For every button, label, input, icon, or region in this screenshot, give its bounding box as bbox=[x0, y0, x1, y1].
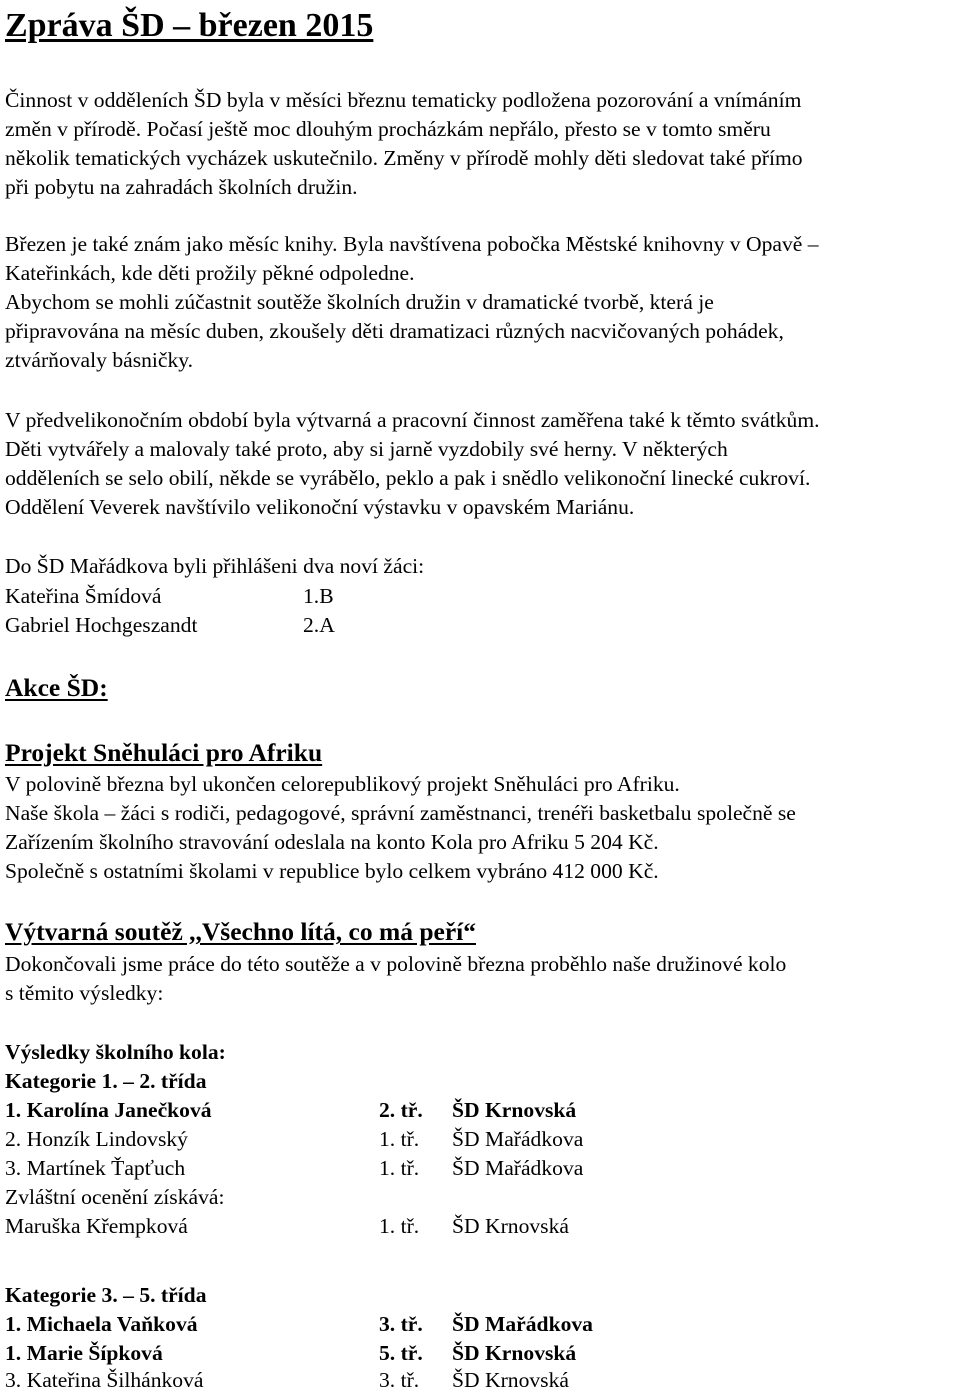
result-sd: ŠD Krnovská bbox=[452, 1098, 577, 1122]
paragraph-line: odděleních se selo obilí, někde se vyrábělo, peklo a pak i snědlo velikonoční linecké cukroví. bbox=[5, 466, 811, 490]
result-name: 1. Michaela Vaňková bbox=[5, 1312, 198, 1336]
student-name: Kateřina Šmídová bbox=[5, 584, 162, 608]
result-name: Maruška Křempková bbox=[5, 1214, 188, 1238]
paragraph-line: s těmito výsledky: bbox=[5, 981, 164, 1005]
student-name: Gabriel Hochgeszandt bbox=[5, 613, 198, 637]
contest-heading: Výtvarná soutěž ,,Všechno lítá, co má peří“ bbox=[5, 917, 476, 946]
result-grade: 3. tř. bbox=[379, 1312, 423, 1336]
paragraph-line: několik tematických vycházek uskutečnilo. Změny v přírodě mohly děti sledovat také přímo bbox=[5, 146, 803, 170]
category-label-text: Kategorie 3. – 5. třída bbox=[5, 1283, 207, 1307]
paragraph-line: Dokončovali jsme práce do této soutěže a v polovině března proběhlo naše družinové kolo bbox=[5, 952, 787, 976]
project-text bbox=[5, 770, 955, 886]
result-name: 1. Karolína Janečková bbox=[5, 1098, 212, 1122]
report-title: Zpráva ŠD – březen 2015 bbox=[5, 7, 374, 44]
result-sd: ŠD Mařádkova bbox=[452, 1156, 584, 1180]
paragraph-line: při pobytu na zahradách školních družin. bbox=[5, 175, 358, 199]
paragraph-line: V předvelikonočním období byla výtvarná a pracovní činnost zaměřena také k těmto svátkům. bbox=[5, 408, 820, 432]
paragraph-line: ztvárňovaly básničky. bbox=[5, 348, 194, 372]
result-name: 3. Kateřina Šilhánková bbox=[5, 1368, 204, 1392]
result-name: 2. Honzík Lindovský bbox=[5, 1127, 188, 1151]
result-sd: ŠD Krnovská bbox=[452, 1368, 569, 1392]
contest-text bbox=[5, 950, 955, 1008]
project-heading: Projekt Sněhuláci pro Afriku bbox=[5, 738, 323, 767]
student-class: 2.A bbox=[303, 613, 335, 637]
result-grade: 5. tř. bbox=[379, 1341, 423, 1365]
result-grade: 2. tř. bbox=[379, 1098, 423, 1122]
paragraph-line: Oddělení Veverek navštívilo velikonoční výstavku v opavském Mariánu. bbox=[5, 495, 635, 519]
result-grade: 1. tř. bbox=[379, 1156, 420, 1180]
paragraph-line: změn v přírodě. Počasí ještě moc dlouhým procházkám nepřálo, přesto se v tomto směru bbox=[5, 117, 771, 141]
result-sd: ŠD Krnovská bbox=[452, 1341, 577, 1365]
result-grade: 1. tř. bbox=[379, 1214, 420, 1238]
paragraph-line: Společně s ostatními školami v republice bylo celkem vybráno 412 000 Kč. bbox=[5, 859, 659, 883]
paragraph-line: Kateřinkách, kde děti prožily pěkné odpoledne. bbox=[5, 261, 415, 285]
paragraph-line: V polovině března byl ukončen celorepublikový projekt Sněhuláci pro Afriku. bbox=[5, 772, 680, 796]
result-grade: 1. tř. bbox=[379, 1127, 420, 1151]
result-name: 3. Martínek Ťapťuch bbox=[5, 1156, 186, 1180]
akce-heading: Akce ŠD: bbox=[5, 673, 108, 702]
paragraph-line: Naše škola – žáci s rodiči, pedagogové, správní zaměstnanci, trenéři basketbalu společně se bbox=[5, 801, 796, 825]
category-label-text: Kategorie 1. – 2. třída bbox=[5, 1069, 207, 1093]
result-sd: ŠD Krnovská bbox=[452, 1214, 569, 1238]
paragraph-line: Abychom se mohli zúčastnit soutěže školních družin v dramatické tvorbě, která je bbox=[5, 290, 714, 314]
result-sd: ŠD Mařádkova bbox=[452, 1127, 584, 1151]
special-award-label-text: Zvláštní ocenění získává: bbox=[5, 1185, 225, 1209]
result-sd: ŠD Mařádkova bbox=[452, 1312, 593, 1336]
registration-intro: Do ŠD Mařádkova byli přihlášeni dva noví žáci: bbox=[5, 554, 425, 578]
paragraph-line: připravována na měsíc duben, zkoušely děti dramatizaci různých nacvičovaných pohádek, bbox=[5, 319, 784, 343]
paragraph-line: Činnost v odděleních ŠD byla v měsíci březnu tematicky podložena pozorování a vnímáním bbox=[5, 88, 802, 112]
paragraph-line: Zařízením školního stravování odeslala na konto Kola pro Afriku 5 204 Kč. bbox=[5, 830, 659, 854]
paragraph-nature bbox=[5, 86, 955, 202]
result-name: 1. Marie Šípková bbox=[5, 1341, 163, 1365]
student-class: 1.B bbox=[303, 584, 334, 608]
paragraph-line: Březen je také znám jako měsíc knihy. Byla navštívena pobočka Městské knihovny v Opavě – bbox=[5, 232, 819, 256]
paragraph-books bbox=[5, 230, 955, 375]
result-grade: 3. tř. bbox=[379, 1368, 420, 1392]
paragraph-line: Děti vytvářely a malovaly také proto, aby si jarně vyzdobily své herny. V některých bbox=[5, 437, 728, 461]
paragraph-easter bbox=[5, 406, 955, 522]
results-heading-text: Výsledky školního kola: bbox=[5, 1040, 226, 1064]
